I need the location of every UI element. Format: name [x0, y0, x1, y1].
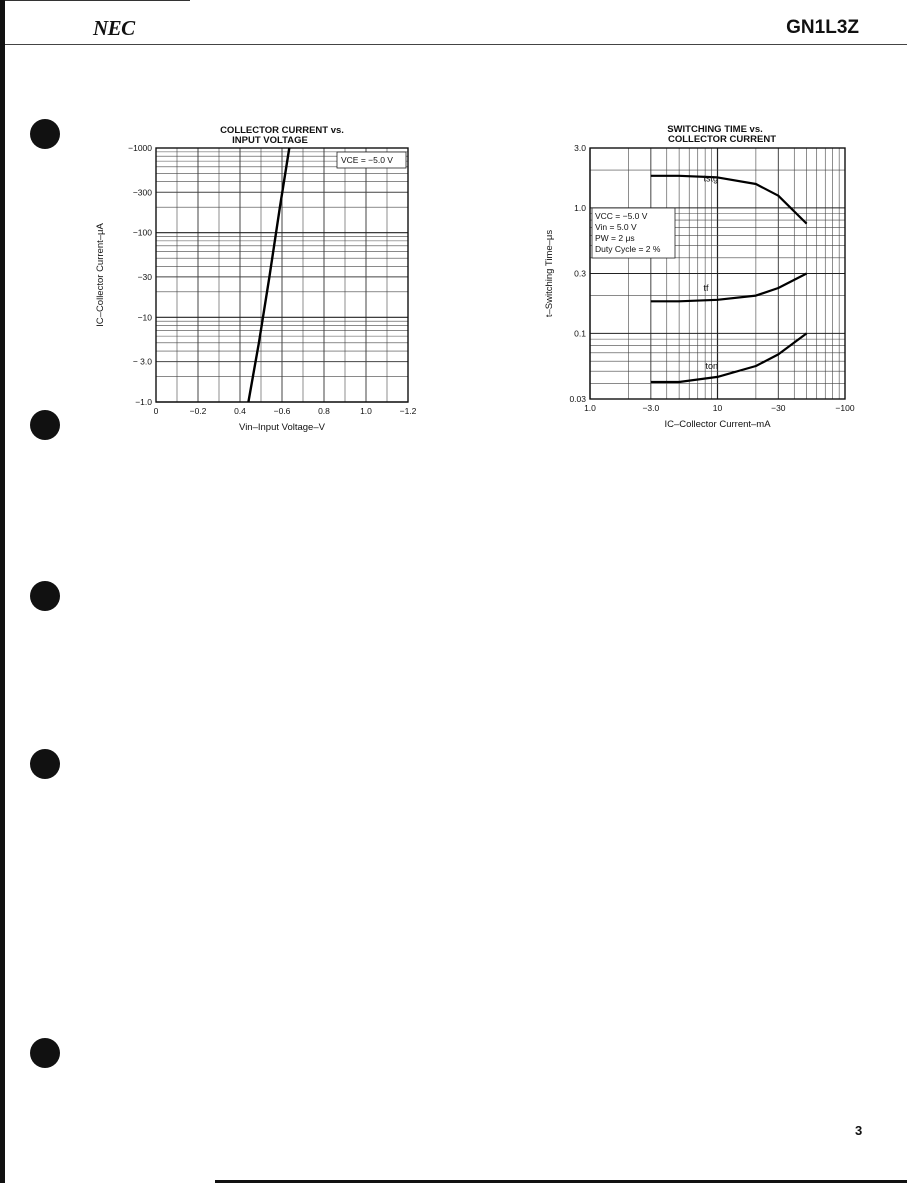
y-tick-label: −1.0 [135, 397, 152, 407]
x-tick-label: 1.0 [360, 406, 372, 416]
data-series-line [651, 333, 807, 382]
x-tick-label: −0.6 [273, 406, 291, 416]
y-tick-label: −10 [137, 312, 152, 323]
condition-label: Vin = 5.0 V [595, 222, 637, 232]
switching-time-chart [530, 118, 870, 443]
chart-title-line2: COLLECTOR CURRENT [667, 134, 777, 145]
chart-title-line1: SWITCHING TIME vs. [667, 124, 763, 135]
x-axis-label: Vin–Input Voltage–V [239, 422, 325, 433]
condition-label: PW = 2 μs [595, 233, 635, 243]
series-label: tf [703, 282, 709, 293]
x-tick-label: 1.0 [584, 403, 596, 413]
y-axis-label: t–Switching Time–μs [544, 229, 555, 318]
part-number: GN1L3Z [786, 17, 859, 38]
header-rule [5, 44, 907, 45]
punch-hole [30, 410, 60, 440]
y-tick-label: 1.0 [574, 202, 586, 213]
y-tick-label: −300 [132, 187, 152, 198]
x-tick-label: −30 [771, 403, 786, 413]
data-series-line [248, 148, 289, 402]
punch-hole [30, 1038, 60, 1068]
x-axis-label: IC–Collector Current–mA [664, 419, 771, 430]
x-tick-label: −1.2 [399, 406, 417, 416]
x-tick-label: 0.8 [318, 406, 330, 416]
series-label: ton [705, 360, 719, 371]
y-axis-label: IC–Collector Current–μA [95, 223, 106, 327]
chart-title-line1: COLLECTOR CURRENT vs. [220, 125, 344, 136]
condition-label: VCC = −5.0 V [595, 211, 648, 221]
x-tick-label: 0 [153, 406, 159, 416]
x-tick-label: 0.4 [234, 406, 246, 416]
x-tick-label: −3.0 [642, 403, 660, 413]
collector-current-chart [85, 118, 425, 443]
punch-hole [30, 119, 60, 149]
punch-hole [30, 581, 60, 611]
x-tick-label: −100 [835, 403, 855, 413]
page-number: 3 [855, 1123, 863, 1138]
x-tick-label: 10 [712, 403, 723, 413]
y-tick-label: 0.03 [569, 394, 586, 404]
y-tick-label: − 3.0 [132, 356, 152, 367]
y-tick-label: −100 [132, 227, 152, 238]
y-tick-label: 0.3 [574, 268, 586, 279]
y-tick-label: 3.0 [574, 143, 586, 153]
series-label: tstg [703, 173, 719, 184]
x-tick-label: −0.2 [189, 406, 207, 416]
data-series-line [651, 274, 807, 302]
page-edge-bar [0, 0, 5, 1183]
condition-label: VCE = −5.0 V [341, 155, 393, 165]
y-tick-label: 0.1 [574, 328, 586, 339]
condition-label: Duty Cycle = 2 % [595, 244, 661, 254]
top-rule [5, 0, 190, 1]
brand-logo: NEC [93, 16, 135, 40]
chart-title-line2: INPUT VOLTAGE [232, 135, 308, 146]
y-tick-label: −30 [137, 271, 152, 282]
punch-hole [30, 749, 60, 779]
y-tick-label: −1000 [128, 143, 152, 153]
